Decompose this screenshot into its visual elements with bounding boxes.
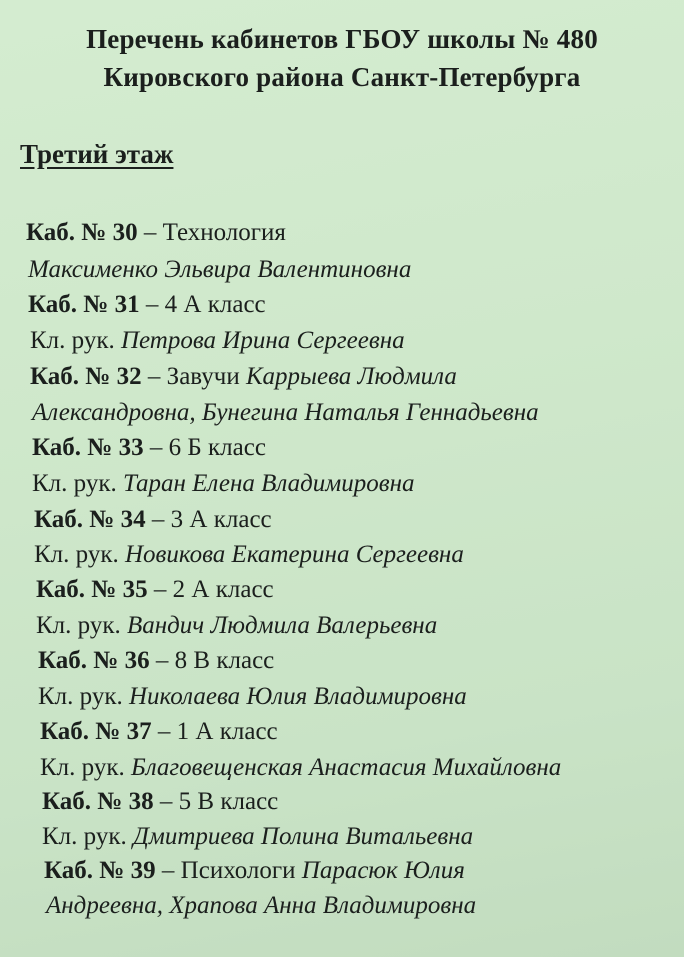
room-label: Каб. № 32: [30, 363, 142, 390]
room-entry-36: [38, 648, 274, 673]
separator: –: [155, 857, 181, 884]
person-prefix: Кл. рук.: [42, 823, 133, 850]
room-person-30: Максименко Эльвира Валентиновна: [28, 256, 412, 283]
room-label: Каб. № 35: [36, 576, 148, 603]
room-purpose: 1 А класс: [176, 718, 278, 745]
room-label: Каб. № 34: [34, 506, 146, 533]
separator: –: [153, 788, 179, 815]
person-name: Дмитриева Полина Витальевна: [132, 823, 474, 850]
floor-heading: Третий этаж: [20, 139, 174, 169]
room-label: Каб. № 30: [26, 219, 138, 246]
room-label: Каб. № 37: [40, 718, 152, 745]
room-person-32: Александровна, Бунегина Наталья Геннадьевна: [32, 399, 539, 426]
person-name: Петрова Ирина Сергеевна: [120, 327, 405, 354]
title-line-1: Перечень кабинетов ГБОУ школы № 480: [86, 24, 598, 54]
room-entry-39: [44, 858, 465, 883]
room-purpose: 4 А класс: [164, 291, 266, 318]
room-label: Каб. № 36: [38, 647, 150, 674]
room-person-35: [36, 613, 437, 638]
room-label: Каб. № 38: [42, 788, 154, 815]
room-person-39: Андреевна, Храпова Анна Владимировна: [46, 892, 477, 919]
room-person-34: [34, 542, 464, 567]
person-prefix: Кл. рук.: [30, 327, 121, 354]
room-entry-33: [32, 435, 266, 460]
room-purpose: Психологи: [180, 857, 302, 884]
person-name: Николаева Юлия Владимировна: [128, 683, 467, 710]
room-person-37: [40, 755, 561, 780]
room-person-33: [32, 471, 415, 496]
separator: –: [145, 506, 171, 533]
person-name: Новикова Екатерина Сергеевна: [124, 541, 464, 568]
room-label: Каб. № 33: [32, 434, 144, 461]
room-person-38: [42, 824, 473, 849]
room-entry-34: [34, 507, 272, 532]
room-entry-37: [40, 719, 278, 744]
separator: –: [139, 291, 165, 318]
separator: –: [137, 219, 163, 246]
room-entry-31: [28, 292, 266, 317]
person-name: Благовещенская Анастасия Михайловна: [130, 754, 562, 781]
person-prefix: Кл. рук.: [32, 470, 123, 497]
room-entry-32: [30, 364, 457, 389]
person-name-inline: Парасюк Юлия: [301, 857, 465, 884]
room-purpose: 8 В класс: [174, 647, 275, 674]
person-name: Таран Елена Владимировна: [122, 470, 415, 497]
person-name-inline: Каррыева Людмила: [245, 363, 457, 390]
room-person-31: [30, 328, 405, 353]
room-purpose: 6 Б класс: [168, 434, 266, 461]
room-purpose: 3 А класс: [170, 506, 272, 533]
separator: –: [149, 647, 175, 674]
room-purpose: Технология: [162, 219, 286, 246]
person-name: Вандич Людмила Валерьевна: [126, 612, 438, 639]
separator: –: [151, 718, 177, 745]
room-purpose: 2 А класс: [172, 576, 274, 603]
room-purpose: 5 В класс: [178, 788, 279, 815]
room-entry-35: [36, 577, 274, 602]
title-line-2: Кировского района Санкт-Петербурга: [103, 62, 581, 92]
room-person-36: [38, 684, 467, 709]
separator: –: [147, 576, 173, 603]
room-entry-38: [42, 789, 278, 814]
person-prefix: Кл. рук.: [36, 612, 127, 639]
room-entry-30: [26, 220, 286, 245]
person-prefix: Кл. рук.: [38, 683, 129, 710]
person-prefix: Кл. рук.: [34, 541, 125, 568]
person-prefix: Кл. рук.: [40, 754, 131, 781]
separator: –: [143, 434, 169, 461]
room-label: Каб. № 39: [44, 857, 156, 884]
room-purpose: Завучи: [166, 363, 246, 390]
room-label: Каб. № 31: [28, 291, 140, 318]
separator: –: [141, 363, 167, 390]
